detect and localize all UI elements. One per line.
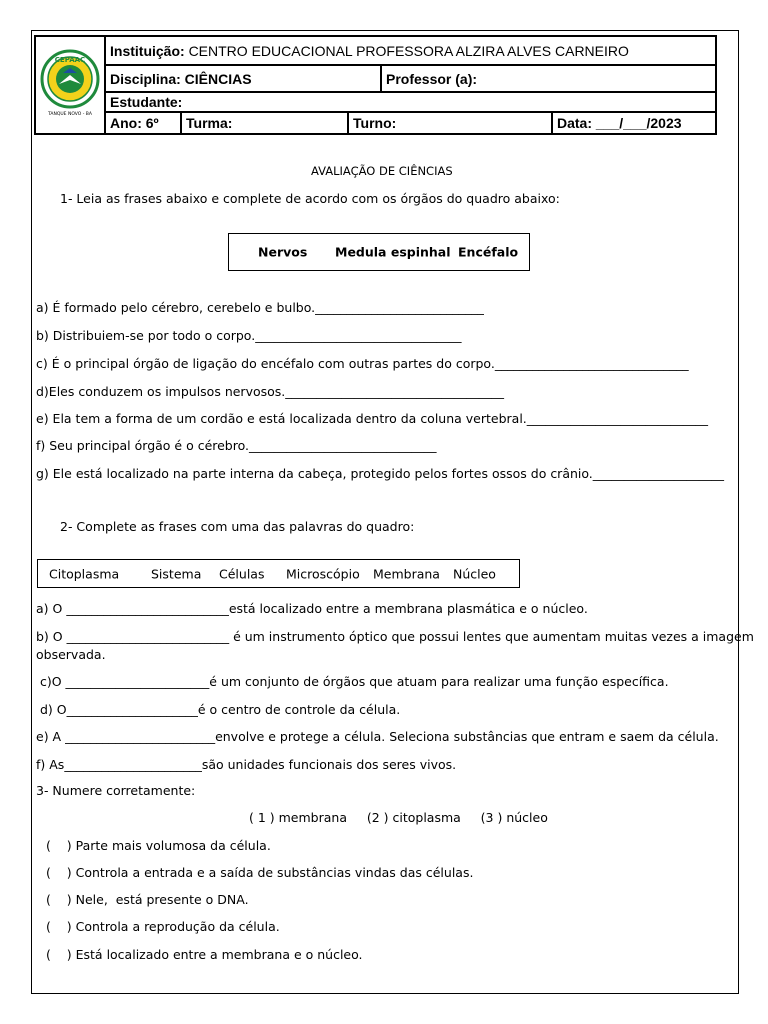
institution-cell	[105, 36, 716, 65]
page-title: AVALIAÇÃO DE CIÊNCIAS	[311, 164, 453, 178]
class-cell: Turma:	[181, 112, 348, 134]
q1-item: d)Eles conduzem os impulsos nervosos.___________________________________	[36, 384, 505, 399]
q3-item: ( ) Controla a reprodução da célula.	[46, 919, 280, 934]
q1-word-box	[228, 233, 530, 271]
q1-word: Nervos	[258, 244, 308, 260]
q3-item: ( ) Nele, está presente o DNA.	[46, 892, 249, 907]
q2-word: Citoplasma	[49, 566, 120, 581]
q1-item: e) Ela tem a forma de um cordão e está localizada dentro da coluna vertebral._____________________________	[36, 411, 709, 426]
q3-prompt: 3- Numere corretamente:	[36, 783, 196, 798]
q2-prompt: 2- Complete as frases com uma das palavras do quadro:	[60, 519, 415, 534]
q1-prompt: 1- Leia as frases abaixo e complete de acordo com os órgãos do quadro abaixo:	[60, 191, 560, 206]
institution-label: Instituição:	[110, 42, 185, 59]
header-table	[34, 35, 717, 135]
student-cell: Estudante:	[105, 92, 716, 112]
institution-name: CENTRO EDUCACIONAL PROFESSORA ALZIRA ALVES CARNEIRO	[188, 42, 629, 59]
q1-item: f) Seu principal órgão é o cérebro.______________________________	[36, 438, 437, 453]
q1-word: Medula espinhal	[335, 244, 451, 260]
q2-word: Células	[219, 566, 265, 581]
q1-item: b) Distribuiem-se por todo o corpo._________________________________	[36, 328, 462, 343]
school-logo	[39, 49, 101, 119]
logo-text: CEPAAC	[54, 55, 86, 64]
q2-item: e) A ________________________envolve e protege a célula. Seleciona substâncias que entram e saem da célula.	[36, 729, 719, 744]
q1-item: a) É formado pelo cérebro, cerebelo e bulbo.___________________________	[36, 300, 484, 315]
q1-item: g) Ele está localizado na parte interna da cabeça, protegido pelos fortes ossos do crânio._____________________	[36, 466, 725, 481]
shift-cell: Turno:	[348, 112, 552, 134]
q3-options: ( 1 ) membrana (2 ) citoplasma (3 ) núcleo	[249, 810, 548, 825]
q2-word: Microscópio	[286, 566, 360, 581]
q2-item: d) O_____________________é o centro de controle da célula.	[36, 702, 401, 717]
discipline-cell: Disciplina: CIÊNCIAS	[105, 65, 381, 92]
q2-word: Membrana	[373, 566, 440, 581]
q2-item: b) O __________________________ é um instrumento óptico que possui lentes que aumentam muitas vezes a imagem	[36, 629, 754, 644]
teacher-cell: Professor (a):	[381, 65, 716, 92]
q3-item: ( ) Parte mais volumosa da célula.	[46, 838, 271, 853]
q2-word-box	[37, 559, 520, 588]
q1-item: c) É o principal órgão de ligação do encéfalo com outras partes do corpo._______________________________	[36, 356, 689, 371]
q2-item: a) O __________________________está localizado entre a membrana plasmática e o núcleo.	[36, 601, 588, 616]
q2-item-continued: observada.	[36, 647, 106, 662]
q1-word: Encéfalo	[458, 244, 519, 260]
q3-item: ( ) Está localizado entre a membrana e o núcleo.	[46, 947, 363, 962]
logo-cell	[35, 36, 105, 134]
q2-item: f) As______________________são unidades funcionais dos seres vivos.	[36, 757, 457, 772]
date-cell: Data: ___/___/2023	[552, 112, 716, 134]
q2-item: c)O _______________________é um conjunto de órgãos que atuam para realizar uma função específica.	[36, 674, 669, 689]
logo-city: TANQUE NOVO - BA	[48, 111, 92, 117]
year-cell: Ano: 6º	[105, 112, 181, 134]
q2-word: Sistema	[151, 566, 202, 581]
q3-item: ( ) Controla a entrada e a saída de substâncias vindas das células.	[46, 865, 474, 880]
q2-word: Núcleo	[453, 566, 496, 581]
